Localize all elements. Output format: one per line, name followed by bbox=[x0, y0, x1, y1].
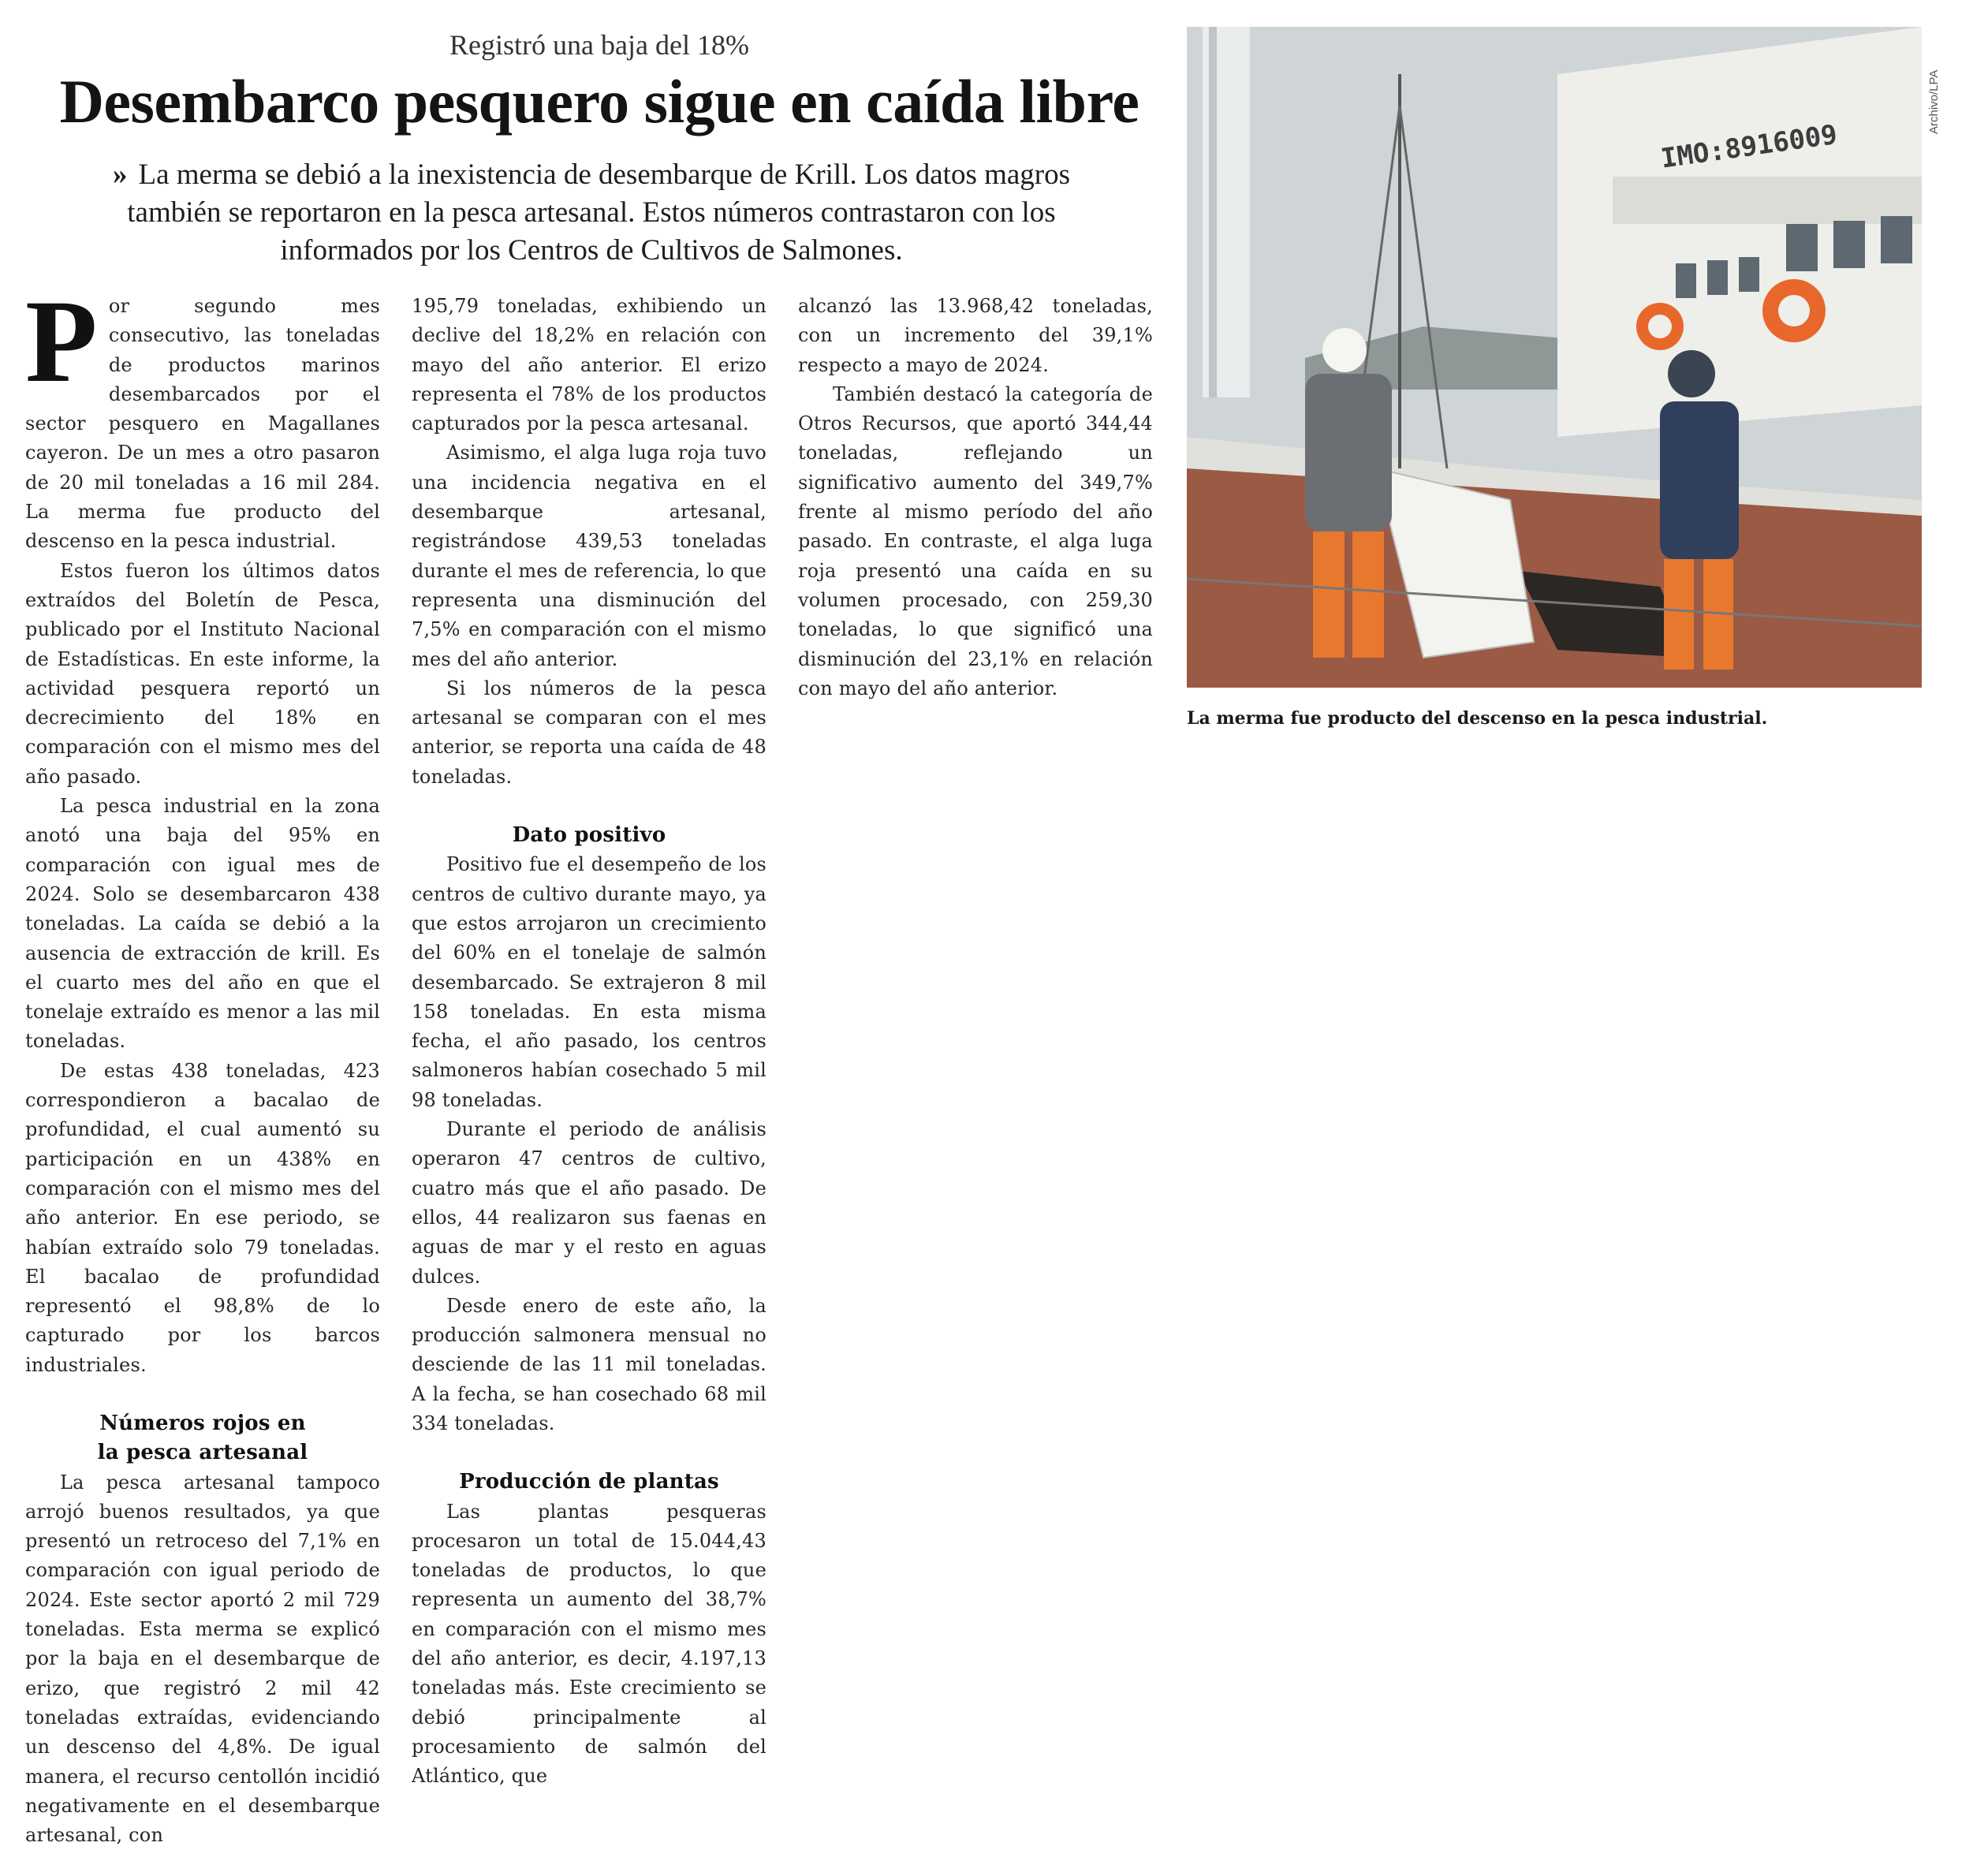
paragraph: La pesca industrial en la zona anotó una baja del 95% en comparación con igual mes de 2024. Solo se desembarcaron 438 toneladas. La caída se debió a la ausencia de extracción de krill. Es el cuarto mes del año en que el tonelaje extraído es menor a las mil toneladas. bbox=[25, 795, 380, 1053]
dropcap: P bbox=[25, 276, 98, 407]
paragraph: Las plantas pesqueras procesaron un total de 15.044,43 toneladas de productos, lo que representa un aumento del 38,7% en comparación con el mismo mes del año anterior, es decir, 4.197,13 toneladas más. Este crecimiento se debió principalmente al procesamiento de salmón del Atlántico, que bbox=[412, 1500, 766, 1788]
article-photo bbox=[1187, 27, 1922, 688]
paragraph: También destacó la categoría de Otros Recursos, que aportó 344,44 toneladas, reflejando un significativo aumento del 349,7% frente al mismo período del año pasado. En contraste, el alga luga roja presentó una caída en su volumen procesado, con 259,30 toneladas, lo que significó una disminución del 23,1% en relación con mayo del año anterior. bbox=[798, 382, 1153, 699]
paragraph: De estas 438 toneladas, 423 correspondieron a bacalao de profundidad, el cual aumentó su participación en un 438% en comparación con el mismo mes del año anterior. En ese periodo, se habían extraído solo 79 toneladas. El bacalao de profundidad representó el 98,8% de lo capturado por los barcos industriales. bbox=[25, 1059, 380, 1376]
paragraph: Durante el periodo de análisis operaron 47 centros de cultivo, cuatro más que el año pasado. De ellos, 44 realizaron sus faenas en aguas de mar y el resto en aguas dulces. bbox=[412, 1118, 766, 1288]
subhead-numeros-rojos bbox=[25, 1409, 380, 1468]
dek bbox=[71, 156, 1112, 270]
paragraph: Asimismo, el alga luga roja tuvo una incidencia negativa en el desembarque artesanal, registrándose 439,53 toneladas durante el mes de referencia, lo que representa una disminución del 7,5% en comparación con el mismo mes del año anterior. bbox=[412, 442, 766, 670]
photo-credit: Archivo/LPA bbox=[1927, 69, 1941, 134]
photo-caption: La merma fue producto del descenso en la pesca industrial. bbox=[1187, 708, 1768, 729]
kicker: Registró una baja del 18% bbox=[449, 29, 749, 61]
paragraph: Desde enero de este año, la producción salmonera mensual no desciende de las 11 mil toneladas. A la fecha, se han cosechado 68 mil 334 toneladas. bbox=[412, 1294, 766, 1434]
paragraph: La pesca artesanal tampoco arrojó buenos resultados, ya que presentó un retroceso del 7,1% en comparación con igual periodo de 2024. Este sector aportó 2 mil 729 toneladas. Esta merma se explicó por la baja en el desembarque de erizo, que registró 2 mil 42 toneladas extraídas, evidenciando un descenso del 4,8%. De igual manera, el recurso centollón incidió negativamente en el desembarque artesanal, con bbox=[25, 1471, 380, 1847]
paragraph bbox=[25, 276, 380, 557]
article-column-3 bbox=[798, 292, 1153, 703]
article-column-1 bbox=[25, 276, 380, 1850]
dek-marker-icon: » bbox=[112, 159, 128, 191]
subhead-line: Números rojos en bbox=[99, 1411, 306, 1435]
paragraph: Positivo fue el desempeño de los centros de cultivo durante mayo, ya que estos arrojaron un crecimiento del 60% en el tonelaje de salmón desembarcado. Se extrajeron 8 mil 158 toneladas. En esta misma fecha, el año pasado, los centros salmoneros habían cosechado 5 mil 98 toneladas. bbox=[412, 853, 766, 1111]
dek-text: La merma se debió a la inexistencia de desembarque de Krill. Los datos magros también se reportaron en la pesca artesanal. Estos números contrastaron con los informados por los Centros de Cultivos de Salmones. bbox=[127, 159, 1071, 267]
subhead-dato-positivo: Dato positivo bbox=[512, 823, 666, 848]
paragraph: Estos fueron los últimos datos extraídos del Boletín de Pesca, publicado por el Instituto Nacional de Estadísticas. En este informe, la actividad pesquera reportó un decrecimiento del 18% en comparación con el mismo mes del año pasado. bbox=[25, 559, 380, 788]
paragraph-text: or segundo mes consecutivo, las toneladas de productos marinos desembarcados por el sector pesquero en Magallanes cayeron. De un mes a otro pasaron de 20 mil toneladas a 16 mil 284. La merma fue producto del descenso en la pesca industrial. bbox=[25, 295, 380, 553]
paragraph: Si los números de la pesca artesanal se comparan con el mes anterior, se reporta una caída de 48 toneladas. bbox=[412, 677, 766, 788]
subhead-line: la pesca artesanal bbox=[97, 1441, 308, 1465]
headline: Desembarco pesquero sigue en caída libre bbox=[59, 67, 1139, 136]
article-column-2 bbox=[412, 292, 766, 1792]
paragraph: 195,79 toneladas, exhibiendo un declive del 18,2% en relación con mayo del año anterior. El erizo representa el 78% de los productos capturados por la pesca artesanal. bbox=[412, 295, 766, 435]
subhead-produccion-plantas: Producción de plantas bbox=[459, 1470, 719, 1494]
ship-id-text: IMO:8916009 bbox=[1658, 118, 1840, 175]
paragraph: alcanzó las 13.968,42 toneladas, con un incremento del 39,1% respecto a mayo de 2024. bbox=[798, 295, 1153, 376]
